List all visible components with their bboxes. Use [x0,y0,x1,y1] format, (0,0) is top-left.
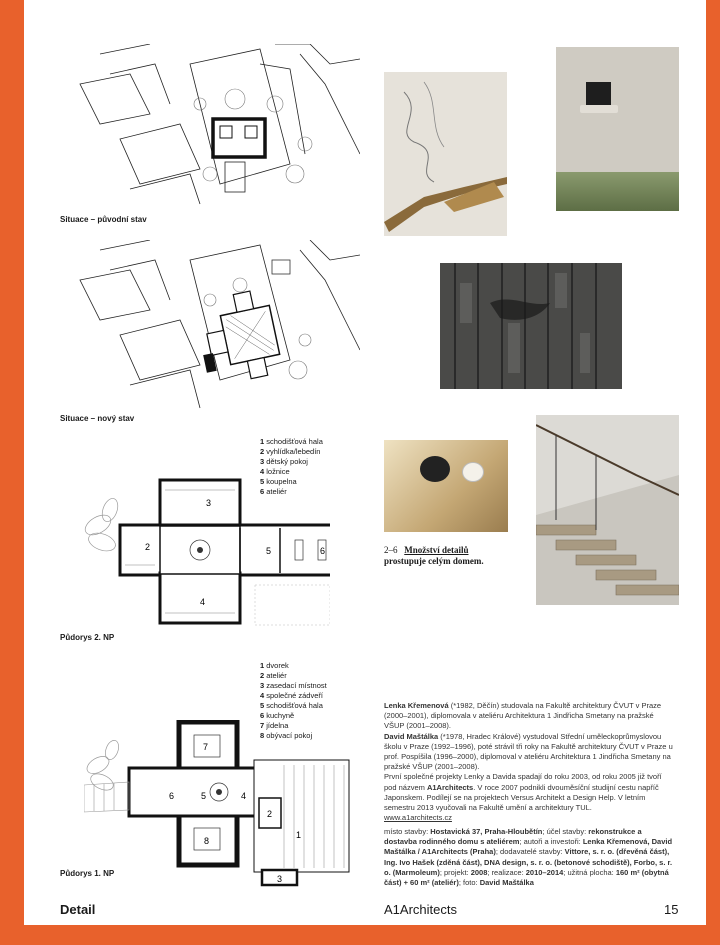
site-plan-original [60,44,360,212]
legend-item: 8 obývací pokoj [260,731,313,740]
footer-title: A1Architects [384,902,457,917]
room-number: 4 [200,597,206,607]
figure-caption-bold: Množství detailů [404,545,469,555]
legend-item: 6 ateliér [260,487,287,496]
bio-paragraph: David Maštálka (*1978, Hradec Králové) vystudoval Střední uměleckoprůmyslovou školu v Praze (1992–1996), poté strávil tři roky na Fakultě architektury ČVUT v Praze u prof. Pospíšila (1996–2000), diplomoval v ateliéru Architektura 1 Jindřicha Smetany na pražské VŠUP (2001–2008). [384,731,673,772]
legend-item: 5 schodišťová hala [260,701,323,710]
room-number: 5 [201,791,207,801]
floor-plan-2np [80,470,330,630]
figure-caption-rest: prostupuje celým domem. [384,556,484,566]
photo-lamp-detail [384,72,507,236]
site-plan-new [60,240,360,410]
author-bio [384,701,674,823]
room-number: 3 [277,874,283,884]
legend-item: 1 dvorek [260,661,289,670]
room-number: 3 [206,498,212,508]
room-number: 6 [169,791,175,801]
legend-item: 3 dětský pokoj [260,457,308,466]
caption-situation-old: Situace – původní stav [60,215,147,224]
website-link[interactable]: www.a1architects.cz [384,813,452,823]
room-number: 8 [204,836,210,846]
caption-plan-2np: Půdorys 2. NP [60,633,115,642]
legend-item: 3 zasedací místnost [260,681,327,690]
legend-item: 1 schodišťová hala [260,437,323,446]
room-number: 2 [267,809,273,819]
legend-item: 4 ložnice [260,467,290,476]
bio-paragraph: Lenka Křemenová (*1982, Děčín) studovala na Fakultě architektury ČVUT v Praze (2000–2001), diplomovala v ateliéru Architektura 1 Jindřicha Smetany na pražské VŠUP (2001–2008). [384,701,662,731]
room-number: 7 [203,742,209,752]
magazine-page [24,0,706,925]
legend-item: 6 kuchyně [260,711,295,720]
footer-section: Detail [60,902,96,917]
photo-charred-wood [440,263,622,389]
caption-plan-1np: Půdorys 1. NP [60,869,115,878]
legend-item: 2 ateliér [260,671,287,680]
project-credits: místo stavby: Hostavická 37, Praha-Hloubětín; účel stavby: rekonstrukce a dostavba rodinného domu s ateliérem; autoři a investoři: Lenka Křemenová, David Maštálka / A1Architects (Praha); dodavatelé stavby: Vittore, s. r. o. (dřevěná část), Ing. Ivo Hašek (zděná část), DNA design, s. r. o. (betonové schodiště), Forbo, s. r. o. (Marmoleum); projekt: 2008; realizace: 2010–2014; užitná plocha: 160 m² (obytná část) + 60 m² (ateliér); foto: David Maštálka [384,827,673,888]
figure-number: 2–6 [384,545,398,555]
figure-caption [384,545,524,567]
photo-staircase [536,415,679,605]
room-number: 2 [145,542,151,552]
bio-paragraph: První společné projekty Lenky a Davida spadají do roku 2003, od roku 2005 již tvoří pod názvem A1Architects. V roce 2007 podnikli dvouměsíční studijní cestu napříč Japonskem. Podílejí se na projektech Versus Architekt a Design Help. V letním semestru 2013 vyučovali na Fakultě umění a architektury TUL. [384,772,662,813]
photo-tea-set [384,440,508,532]
legend-item: 5 koupelna [260,477,297,486]
room-number: 6 [320,546,326,556]
legend-item: 2 vyhlídka/lebedín [260,447,321,456]
room-number: 1 [296,830,302,840]
page-number: 15 [664,902,679,917]
photo-window-detail [556,47,679,211]
caption-situation-new: Situace – nový stav [60,414,135,423]
legend-item: 7 jídelna [260,721,289,730]
floor-plan-1np [84,720,354,890]
room-number: 5 [266,546,272,556]
room-number: 4 [241,791,247,801]
legend-item: 4 společné zádveří [260,691,323,700]
